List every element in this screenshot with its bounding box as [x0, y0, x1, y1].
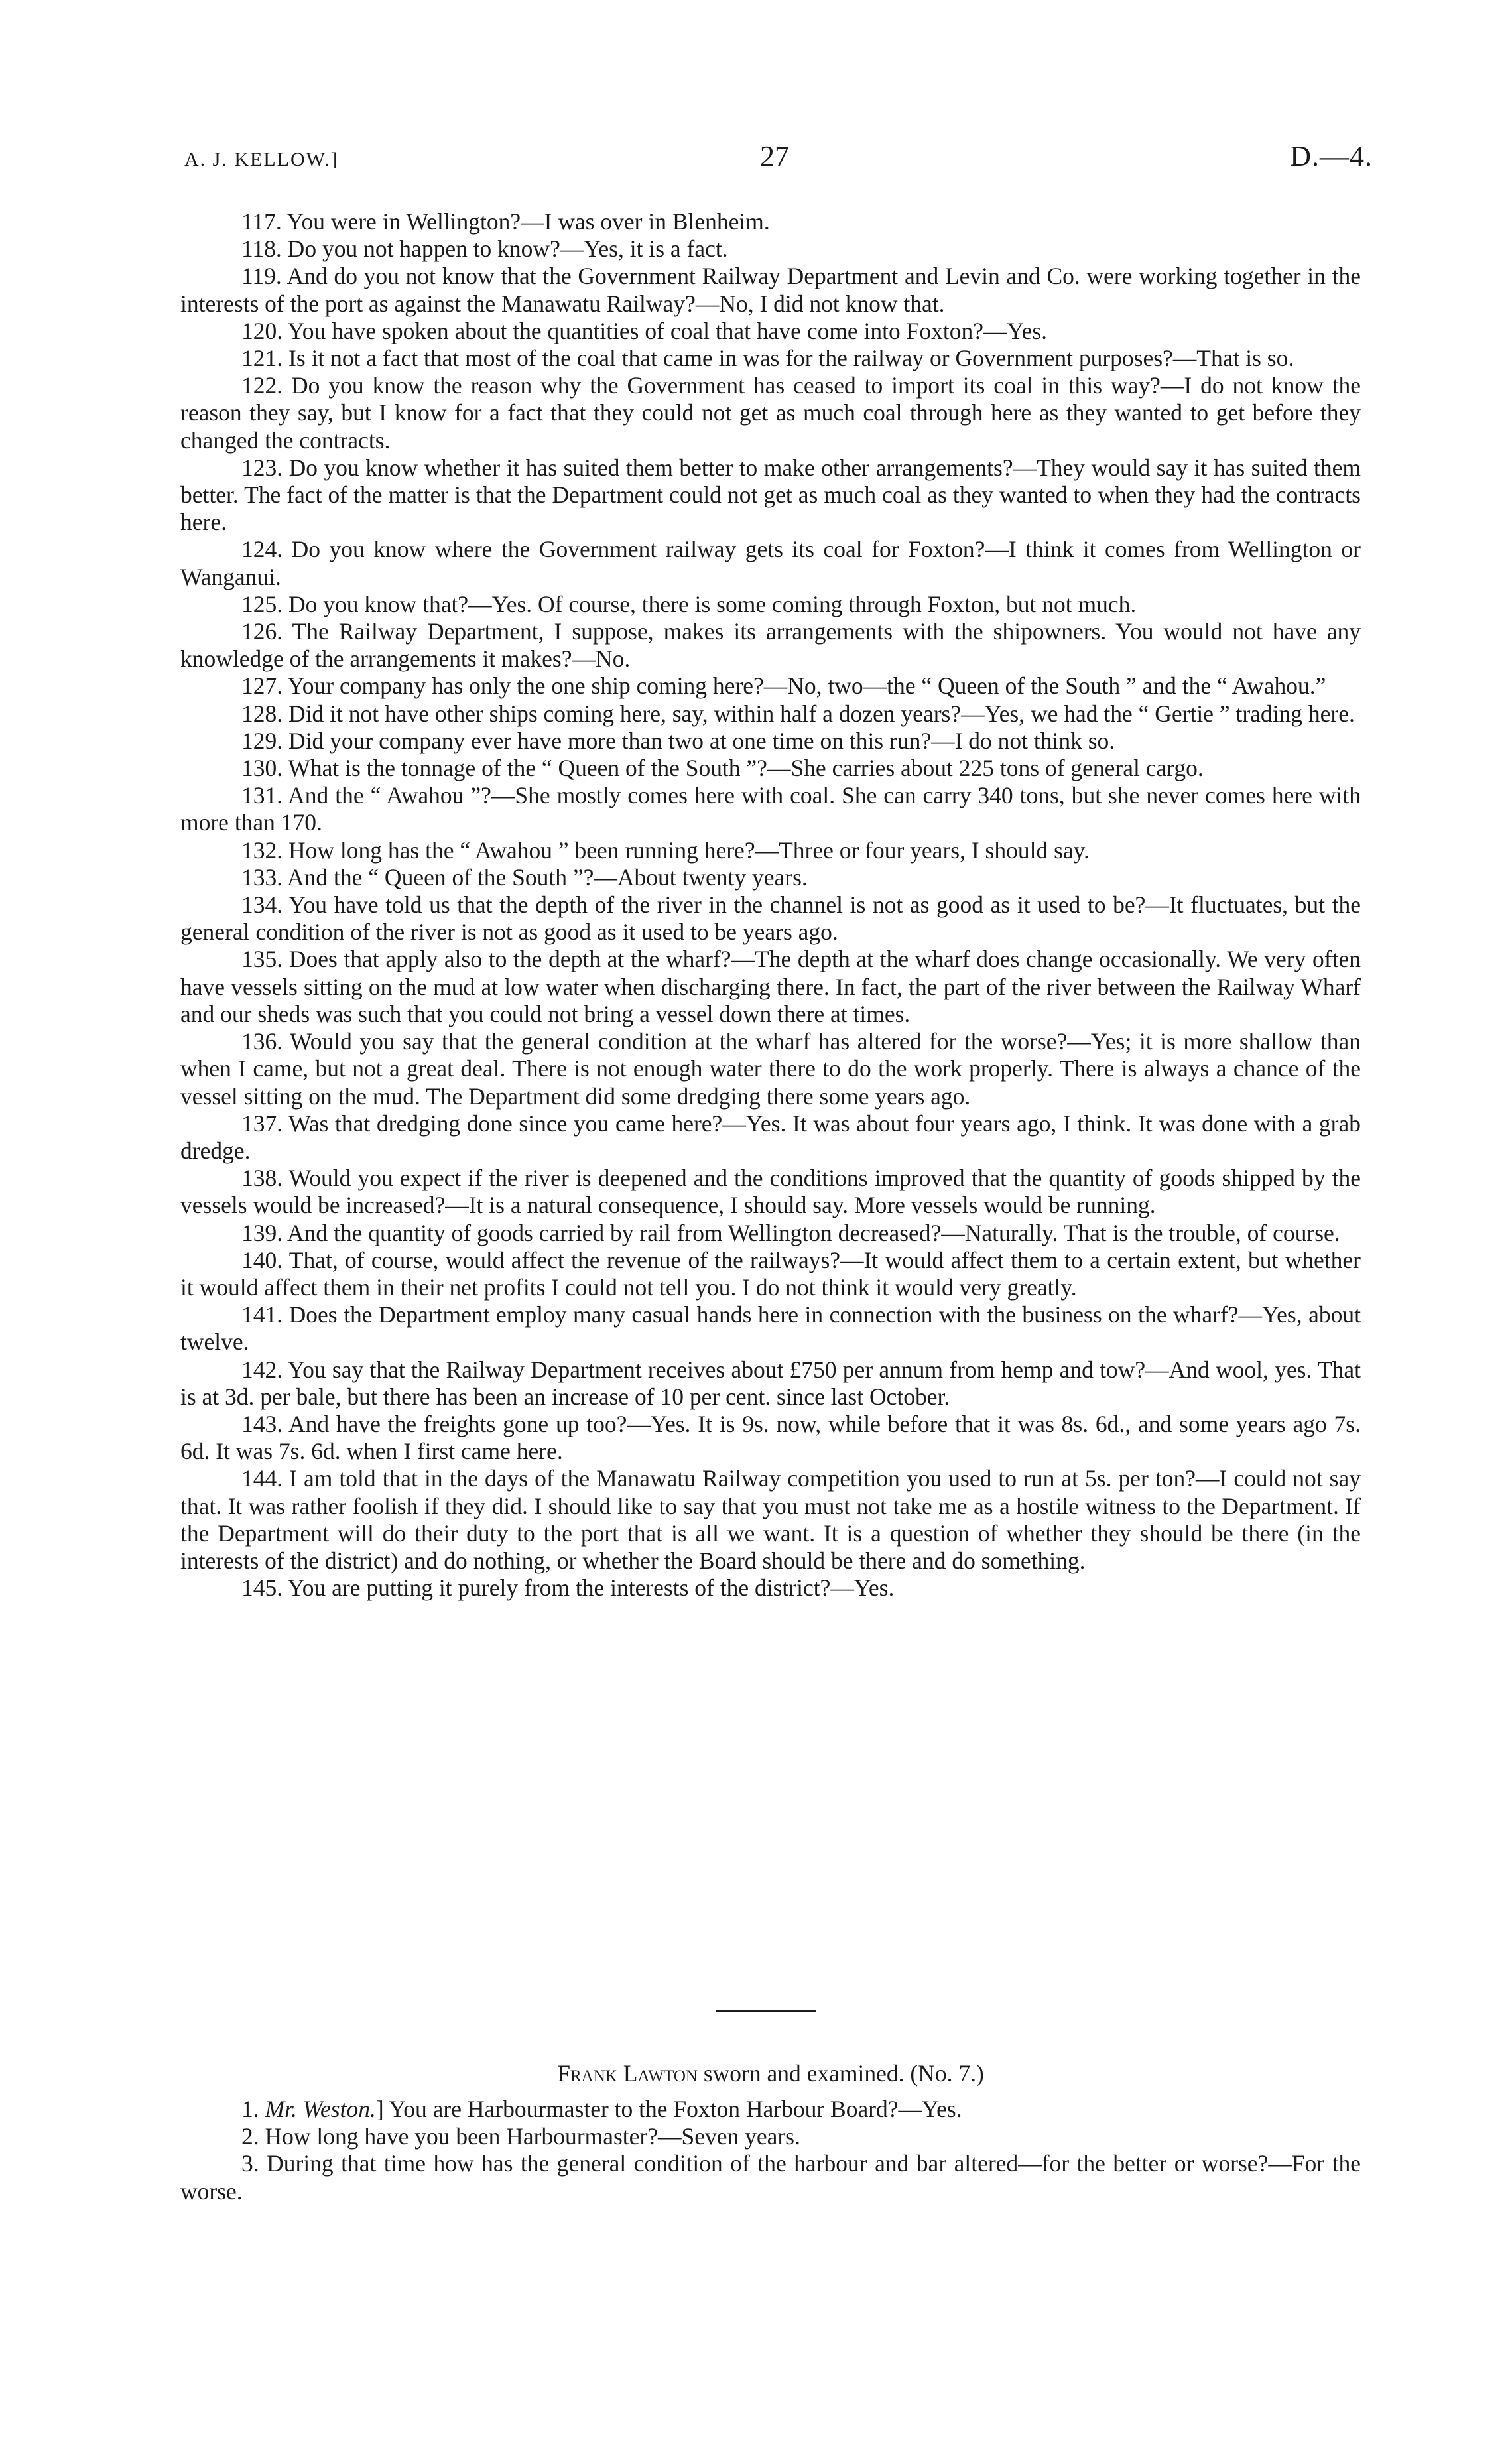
question-134: 134. You have told us that the depth of the river in the channel is not as good as it used to be?—It fluctuates, but the general condition of the river is not as good as it used to be years ago.	[180, 891, 1361, 946]
question-119: 119. And do you not know that the Government Railway Department and Levin and Co. were working together in the interests of the port as against the Manawatu Railway?—No, I did not know that.	[180, 263, 1361, 317]
question-128: 128. Did it not have other ships coming here, say, within half a dozen years?—Yes, we had the “ Gertie ” trading here.	[241, 700, 1355, 727]
question-142: 142. You say that the Railway Department receives about £750 per annum from hemp and tow?—And wool, yes. That is at 3d. per bale, but there has been an increase of 10 per cent. since last October.	[180, 1356, 1361, 1410]
witness-heading	[180, 2059, 1361, 2087]
question-137: 137. Was that dredging done since you came here?—Yes. It was about four years ago, I think. It was done with a grab dredge.	[180, 1110, 1361, 1164]
page-number: 27	[760, 140, 789, 172]
question-126: 126. The Railway Department, I suppose, makes its arrangements with the shipowners. You would not have any knowledge of the arrangements it makes?—No.	[180, 618, 1361, 673]
question-143: 143. And have the freights gone up too?—Yes. It is 9s. now, while before that it was 8s. 6d., and some years ago 7s. 6d. It was 7s. 6d. when I first came here.	[180, 1410, 1361, 1465]
question-145: 145. You are putting it purely from the interests of the district?—Yes.	[241, 1575, 895, 1602]
question-133: 133. And the “ Queen of the South ”?—About twenty years.	[241, 864, 808, 891]
document-reference: D.—4.	[1290, 140, 1373, 172]
witness-heading-rest: sworn and examined. (No. 7.)	[697, 2060, 984, 2087]
question-125: 125. Do you know that?—Yes. Of course, there is some coming through Foxton, but not much.	[241, 590, 1137, 617]
lawton-evidence	[180, 2096, 1361, 2205]
lawton-question-2: 2. How long have you been Harbourmaster?—Seven years.	[241, 2123, 800, 2150]
question-136: 136. Would you say that the general condition at the wharf has altered for the worse?—Yes; it is more shallow than when I came, but not a great deal. There is not enough water there to do the work properly. There is always a chance of the vessel sitting on the mud. The Department did some dredging there some years ago.	[180, 1028, 1361, 1110]
question-138: 138. Would you expect if the river is deepened and the conditions improved that the quantity of goods shipped by the vessels would be increased?—It is a natural consequence, I should say. More vessels would be running.	[180, 1165, 1361, 1219]
question-131: 131. And the “ Awahou ”?—She mostly comes here with coal. She can carry 340 tons, but she never comes here with more than 170.	[180, 782, 1361, 836]
witness-name: Frank Lawton	[557, 2060, 698, 2087]
question-141: 141. Does the Department employ many casual hands here in connection with the business on the wharf?—Yes, about twelve.	[180, 1301, 1361, 1356]
examiner-name: Mr. Weston.	[265, 2096, 376, 2122]
question-118: 118. Do you not happen to know?—Yes, it is a fact.	[241, 235, 728, 263]
page-header	[184, 138, 1373, 184]
question-127: 127. Your company has only the one ship coming here?—No, two—the “ Queen of the South ” and the “ Awahou.”	[241, 673, 1326, 700]
question-129: 129. Did your company ever have more than two at one time on this run?—I do not think so.	[241, 727, 1115, 754]
question-144: 144. I am told that in the days of the Manawatu Railway competition you used to run at 5s. per ton?—I could not say that. It was rather foolish if they did. I should like to say that you must not take me as a hostile witness to the Department. If the Department will do their duty to the port that is all we want. It is a question of whether they should be there (in the interests of the district) and do nothing, or whether the Board should be there and do something.	[180, 1465, 1361, 1574]
question-135: 135. Does that apply also to the depth at the wharf?—The depth at the wharf does change occasionally. We very often have vessels sitting on the mud at low water when discharging there. In fact, the part of the river between the Railway Wharf and our sheds was such that you could not bring a vessel down there at times.	[180, 946, 1361, 1027]
question-120: 120. You have spoken about the quantities of coal that have come into Foxton?—Yes.	[241, 317, 1048, 344]
lawton-question-3: 3. During that time how has the general condition of the harbour and bar altered—for the better or worse?—For the worse.	[180, 2150, 1361, 2205]
witness-header: A. J. KELLOW.]	[184, 149, 339, 170]
question-124: 124. Do you know where the Government railway gets its coal for Foxton?—I think it comes from Wellington or Wanganui.	[180, 536, 1361, 590]
question-121: 121. Is it not a fact that most of the coal that came in was for the railway or Government purposes?—That is so.	[241, 345, 1294, 372]
evidence-body	[180, 208, 1361, 1602]
question-number: 1.	[241, 2096, 259, 2122]
section-divider	[716, 2010, 816, 2012]
question-140: 140. That, of course, would affect the revenue of the railways?—It would affect them to a certain extent, but whether it would affect them in their net profits I could not tell you. I do not think it would very greatly.	[180, 1246, 1361, 1301]
question-117: 117. You were in Wellington?—I was over in Blenheim.	[241, 208, 770, 235]
question-122: 122. Do you know the reason why the Government has ceased to import its coal in this way?—I do not know the reason they say, but I know for a fact that they could not get as much coal through here as they wanted to get before they changed the contracts.	[180, 372, 1361, 454]
lawton-question-1	[180, 2096, 1361, 2123]
question-text: ] You are Harbourmaster to the Foxton Harbour Board?—Yes.	[375, 2096, 962, 2122]
question-123: 123. Do you know whether it has suited them better to make other arrangements?—They would say it has suited them better. The fact of the matter is that the Department could not get as much coal as they wanted to when they had the contracts here.	[180, 454, 1361, 536]
question-139: 139. And the quantity of goods carried by rail from Wellington decreased?—Naturally. That is the trouble, of course.	[241, 1219, 1340, 1246]
question-130: 130. What is the tonnage of the “ Queen of the South ”?—She carries about 225 tons of general cargo.	[241, 755, 1204, 782]
question-132: 132. How long has the “ Awahou ” been running here?—Three or four years, I should say.	[241, 836, 1090, 864]
